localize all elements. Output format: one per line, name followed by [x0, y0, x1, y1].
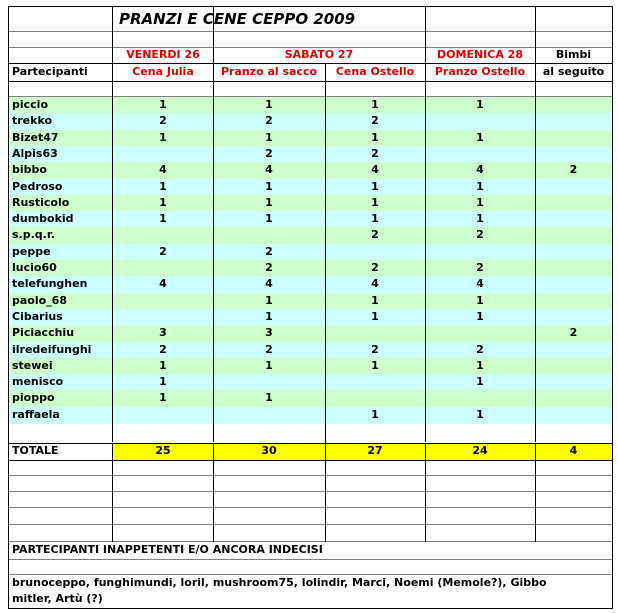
count-cena-julia [113, 227, 213, 244]
participant-row [9, 276, 612, 293]
column-header-row [9, 64, 612, 81]
participant-row [9, 146, 612, 163]
count-pranzo-sacco: 4 [265, 163, 273, 177]
grid-vline [425, 7, 426, 442]
grid-hline [9, 507, 612, 508]
count-bimbi [535, 146, 612, 163]
count-pranzo-ostello: 1 [476, 130, 484, 144]
count-pranzo-sacco: 2 [265, 342, 273, 356]
pranzo-ostello-header: Pranzo Ostello [434, 65, 526, 78]
count-cena-ostello [325, 325, 425, 342]
grid-vline [325, 64, 326, 443]
participant-name: trekko [12, 114, 53, 128]
count-bimbi [535, 211, 612, 228]
count-pranzo-ostello: 1 [476, 309, 484, 323]
count-pranzo-sacco: 1 [265, 212, 273, 226]
grid-hline [9, 31, 612, 32]
count-pranzo-ostello: 1 [476, 375, 484, 389]
count-pranzo-sacco: 3 [265, 326, 273, 340]
participant-name: Piciacchiu [12, 326, 75, 340]
count-bimbi [535, 342, 612, 359]
count-pranzo-ostello: 2 [476, 261, 484, 274]
grid-hline [9, 63, 612, 64]
count-bimbi [535, 113, 612, 130]
count-cena-ostello [325, 244, 425, 261]
count-bimbi [535, 244, 612, 261]
grid-hline [9, 475, 612, 476]
count-cena-julia [113, 293, 213, 310]
participant-name: stewei [12, 358, 53, 372]
count-cena-ostello: 1 [371, 293, 379, 307]
day-header-row [9, 47, 612, 63]
count-pranzo-sacco: 1 [265, 358, 273, 372]
undecided-heading: PARTECIPANTI INAPPETENTI E/O ANCORA INDECISI [12, 543, 323, 556]
grid-hline [9, 574, 612, 575]
day-sabato: SABATO 27 [284, 48, 354, 61]
grid-vline [112, 444, 113, 542]
total-pranzo-ostello: 24 [472, 444, 488, 457]
grid-hline [9, 491, 612, 492]
undecided-text-2: mitler, Artù (?) [12, 592, 103, 605]
count-bimbi [535, 276, 612, 293]
count-bimbi [535, 374, 612, 391]
count-pranzo-ostello: 1 [476, 293, 484, 307]
count-bimbi [535, 358, 612, 375]
count-cena-ostello: 1 [371, 195, 379, 209]
count-cena-ostello: 1 [371, 130, 379, 144]
participant-row [9, 309, 612, 326]
participant-name: Rusticolo [12, 195, 70, 209]
count-bimbi [535, 97, 612, 114]
grid-vline [112, 7, 113, 442]
count-pranzo-sacco: 1 [265, 98, 273, 111]
count-cena-ostello [325, 374, 425, 391]
count-cena-ostello: 1 [371, 309, 379, 323]
participant-row [9, 293, 612, 310]
count-pranzo-ostello: 1 [476, 179, 484, 193]
grid-hline [9, 47, 612, 48]
count-pranzo-ostello: 2 [476, 228, 484, 242]
count-cena-ostello: 2 [371, 261, 379, 274]
grid-hline [9, 81, 612, 82]
count-bimbi [535, 260, 612, 277]
count-pranzo-sacco: 1 [265, 293, 273, 307]
grid-vline [213, 7, 214, 442]
count-cena-julia: 1 [159, 358, 167, 372]
undecided-heading-row [9, 542, 612, 559]
participant-row [9, 407, 612, 424]
bimbi-header: Bimbi [555, 48, 592, 61]
participant-row [9, 130, 612, 147]
count-pranzo-ostello [425, 390, 535, 407]
participant-row [9, 179, 612, 196]
grid-hline [9, 524, 612, 525]
day-venerdi: VENERDI 26 [126, 48, 200, 61]
count-bimbi [535, 293, 612, 310]
participant-name: s.p.q.r. [12, 228, 55, 242]
total-cena-ostello: 27 [367, 444, 383, 457]
participant-name: raffaela [12, 407, 60, 421]
title-row [9, 7, 612, 31]
participant-row [9, 390, 612, 407]
grid-hline [9, 96, 612, 97]
count-cena-julia: 1 [159, 212, 167, 226]
count-pranzo-ostello [425, 113, 535, 130]
count-pranzo-ostello [425, 244, 535, 261]
grid-hline [9, 443, 612, 444]
count-pranzo-sacco: 1 [265, 391, 273, 405]
count-cena-julia: 1 [159, 195, 167, 209]
count-cena-julia: 1 [159, 130, 167, 144]
count-cena-ostello: 1 [371, 407, 379, 421]
count-bimbi: 2 [569, 326, 578, 340]
participant-name: Bizet47 [12, 130, 59, 144]
count-cena-julia: 4 [159, 163, 167, 177]
grid-vline [325, 444, 326, 542]
count-pranzo-ostello: 1 [476, 407, 484, 421]
total-pranzo-sacco: 30 [261, 444, 277, 457]
participant-row [9, 195, 612, 212]
participant-row [9, 374, 612, 391]
count-pranzo-sacco: 1 [265, 309, 273, 323]
count-cena-ostello: 2 [371, 342, 379, 356]
count-pranzo-sacco [213, 227, 325, 244]
count-pranzo-sacco [213, 374, 325, 391]
count-pranzo-ostello: 1 [476, 212, 484, 226]
count-pranzo-ostello: 1 [476, 195, 484, 209]
participant-name: lucio60 [12, 261, 57, 274]
count-cena-julia: 1 [159, 98, 167, 111]
participant-row [9, 342, 612, 359]
grid-vline [535, 444, 536, 542]
participant-name: piccio [12, 98, 49, 111]
totals-row [9, 443, 612, 460]
grid-vline [535, 7, 536, 442]
participant-row [9, 113, 612, 130]
participant-name: bibbo [12, 163, 47, 177]
count-pranzo-ostello [425, 146, 535, 163]
count-cena-julia [113, 146, 213, 163]
spreadsheet [8, 6, 613, 609]
participant-row [9, 358, 612, 375]
count-cena-julia: 2 [159, 114, 167, 128]
grid-hline [9, 559, 612, 560]
participant-row [9, 97, 612, 114]
day-domenica: DOMENICA 28 [437, 48, 523, 61]
count-cena-ostello: 2 [371, 114, 379, 128]
count-cena-ostello: 4 [371, 277, 379, 291]
count-bimbi [535, 227, 612, 244]
cena-ostello-header: Cena Ostello [335, 65, 415, 78]
count-cena-ostello: 1 [371, 358, 379, 372]
grid-vline [425, 444, 426, 542]
count-pranzo-sacco: 1 [265, 130, 273, 144]
cena-julia-header: Cena Julia [132, 65, 194, 78]
total-bimbi: 4 [569, 444, 578, 457]
totals-label: TOTALE [12, 444, 59, 457]
participant-name: dumbokid [12, 212, 74, 226]
total-cena-julia: 25 [155, 444, 171, 457]
count-bimbi: 2 [569, 163, 578, 177]
count-cena-julia: 2 [159, 244, 167, 258]
count-cena-julia [113, 407, 213, 424]
participant-name: menisco [12, 375, 64, 389]
count-pranzo-ostello: 4 [476, 163, 484, 177]
participant-name: Cibarius [12, 309, 63, 323]
participant-row [9, 211, 612, 228]
grid-vline [213, 444, 214, 542]
participant-name: Alpis63 [12, 146, 58, 160]
participants-header: Partecipanti [12, 65, 88, 78]
participant-row [9, 244, 612, 261]
count-pranzo-sacco: 1 [265, 195, 273, 209]
count-pranzo-sacco: 4 [265, 277, 273, 291]
pranzo-sacco-header: Pranzo al sacco [220, 65, 318, 78]
participant-row [9, 260, 612, 277]
count-pranzo-sacco: 2 [265, 146, 273, 160]
count-cena-ostello: 1 [371, 212, 379, 226]
undecided-line-1 [9, 575, 612, 591]
count-pranzo-ostello: 1 [476, 358, 484, 372]
count-pranzo-sacco: 2 [265, 114, 273, 128]
count-pranzo-sacco: 2 [265, 244, 273, 258]
count-cena-julia: 1 [159, 391, 167, 405]
undecided-text-1: brunoceppo, funghimundi, loril, mushroom75, lolindir, Marci, Noemi (Memole?), Gibbo [12, 576, 547, 589]
al-seguito-header: al seguito [542, 65, 605, 78]
grid-hline [9, 460, 612, 461]
count-bimbi [535, 179, 612, 196]
count-cena-ostello: 2 [371, 228, 379, 242]
participant-name: paolo_68 [12, 293, 67, 307]
participant-name: peppe [12, 244, 51, 258]
count-bimbi [535, 390, 612, 407]
undecided-line-2 [9, 591, 612, 607]
count-bimbi [535, 309, 612, 326]
count-pranzo-ostello: 1 [476, 98, 484, 111]
count-cena-ostello [325, 390, 425, 407]
participant-name: pioppo [12, 391, 55, 405]
count-cena-julia: 4 [159, 277, 167, 291]
count-cena-ostello: 1 [371, 98, 379, 111]
count-cena-julia: 3 [159, 326, 167, 340]
count-cena-ostello: 2 [371, 146, 379, 160]
count-cena-julia: 1 [159, 375, 167, 389]
grid-hline [9, 541, 612, 542]
participant-row [9, 162, 612, 179]
count-pranzo-sacco: 1 [265, 179, 273, 193]
participant-name: telefunghen [12, 277, 88, 291]
count-pranzo-sacco: 2 [265, 261, 273, 274]
count-bimbi [535, 130, 612, 147]
participant-name: Pedroso [12, 179, 63, 193]
count-bimbi [535, 407, 612, 424]
participant-name: ilredeifunghi [12, 342, 92, 356]
participant-row [9, 227, 612, 244]
count-cena-ostello: 4 [371, 163, 379, 177]
page-title: PRANZI E CENE CEPPO 2009 [119, 10, 356, 28]
count-pranzo-ostello: 4 [476, 277, 484, 291]
count-cena-julia [113, 260, 213, 277]
count-cena-julia: 1 [159, 179, 167, 193]
count-cena-julia [113, 309, 213, 326]
count-pranzo-ostello: 2 [476, 342, 484, 356]
count-pranzo-sacco [213, 407, 325, 424]
count-pranzo-ostello [425, 325, 535, 342]
count-cena-julia: 2 [159, 342, 167, 356]
participant-row [9, 325, 612, 342]
count-bimbi [535, 195, 612, 212]
count-cena-ostello: 1 [371, 179, 379, 193]
